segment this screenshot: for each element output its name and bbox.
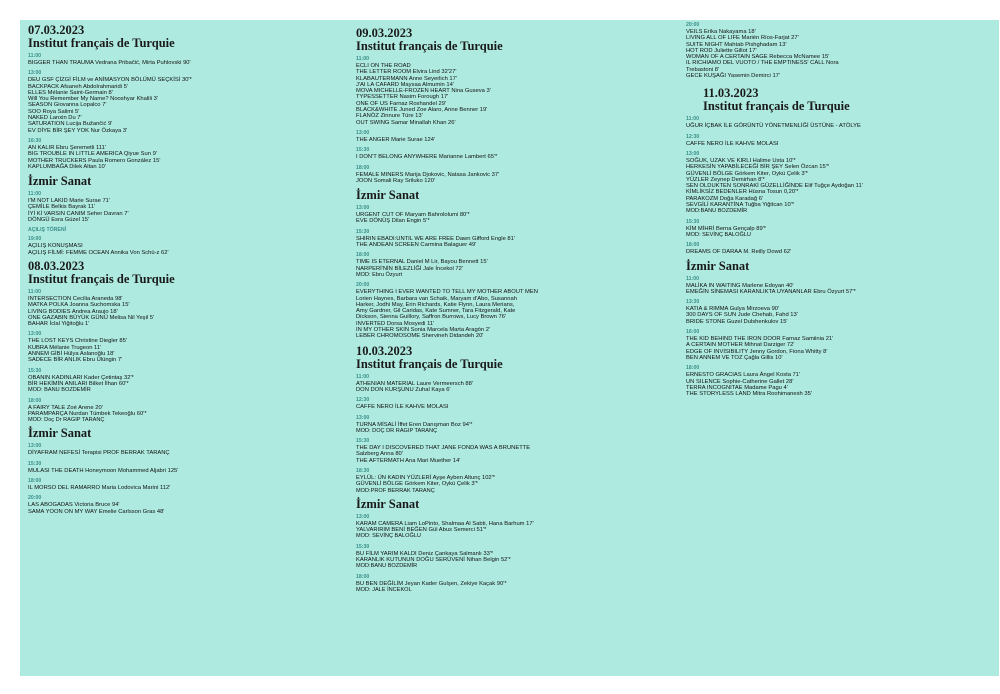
film-entry: LAS ABOGADAS Victoria Bruce 94'	[28, 502, 120, 509]
session-time: 12:30	[686, 133, 700, 140]
session-time: 11:00	[28, 53, 41, 59]
film-entry: I DON'T BELONG ANYWHERE Marianne Lambert 65'*	[356, 154, 498, 161]
session	[28, 138, 350, 170]
film-entry: THE KID BEHIND THE IRON DOOR Farnaz Samiinia 21'	[686, 336, 834, 343]
session	[28, 461, 350, 474]
session	[28, 236, 350, 256]
venue-heading: İzmir Sanat	[28, 174, 92, 189]
film-entry: GECE KUŞAĞI Yasemin Demirci 17'	[686, 73, 780, 80]
film-entry: GÜVENLİ BÖLGE Görkem Kiter, Oykü Çelik 3'*	[686, 170, 808, 177]
film-entry: CAFFE NERO İLE KAHVE MOLASI	[356, 404, 449, 411]
film-entry: SATURATION Lucija Bužančić 9'	[28, 121, 113, 128]
film-entry: TERRA INCOGNITAE Madame Pagu 4'	[686, 384, 788, 391]
film-entry: EMEĞİN SİNEMASI KARANLIKTA UYANANLAR Ebru Özyurt 57'*	[686, 288, 856, 295]
session-time: 18:00	[356, 573, 370, 580]
session	[28, 70, 350, 134]
film-entry: SOO Roya Salimi 5'	[28, 108, 80, 115]
film-entry: IN MY OTHER SKIN Sonia Marcela Marta Aragón 2'	[356, 327, 491, 334]
session-time: 18:00	[28, 477, 42, 484]
session	[28, 443, 350, 456]
session	[356, 205, 686, 225]
film-entry: YALVARIRIM BENİ BEĞEN Gül Abus Semerci 51'*	[356, 527, 487, 534]
film-entry: EV DİYE BİR ŞEY YOK Nur Özkaya 3'	[28, 127, 128, 134]
film-entry: A FAIRY TALE Zoé Arene 20'	[28, 404, 103, 411]
moderator: MOD: BANU BOZDEMİR	[28, 387, 91, 394]
moderator: MOD: JALE İNCEKOL	[356, 586, 412, 593]
film-entry: THE LETTER ROOM Elvira Lind 32'27'	[356, 69, 457, 76]
film-entry: SEVGİLİ KARANTİNA Tuğba Yiğitcan 10'*	[686, 202, 795, 209]
session-time: 13:00	[356, 414, 370, 421]
film-entry: AÇILIŞ KONUŞMASI	[28, 243, 83, 250]
film-entry: SOĞUK, UZAK VE KIRLI Halime Usta 10'*	[686, 157, 796, 164]
venue-heading: İzmir Sanat	[356, 188, 420, 203]
session	[356, 574, 686, 594]
film-entry: UN SILENCE Sophie-Catherine Gallet 28'	[686, 378, 794, 385]
session-time: 13:00	[28, 443, 42, 450]
session-time: 15:30	[28, 367, 42, 374]
session-time: 18:00	[28, 397, 42, 404]
film-entry: VEILS Erika Nakayama 18'	[686, 29, 756, 35]
film-entry: EYLÜL: ÜN KADIN YÜZLERİ Ayşe Ayben Altunç 102'*	[356, 474, 496, 481]
film-entry: AÇILIŞ FİLMİ: FEMME OCEAN Annika Von Schü-z 62'	[28, 249, 169, 256]
film-entry: Lorien Haynes, Barbara van Schaik, Maryam d'Abo, Susannah	[356, 295, 517, 302]
session-time: 11:00	[686, 116, 699, 123]
film-entry: ÇEMİLE Belkis Bayrak 11'	[28, 204, 96, 211]
session-time: 20:00	[686, 22, 700, 28]
venue-heading: Institut français de Turquie	[28, 271, 175, 286]
date-heading: 07.03.2023	[28, 23, 85, 37]
film-entry: Trebastoni 8'	[686, 66, 720, 73]
venue-heading: İzmir Sanat	[686, 258, 750, 273]
film-entry: AN KALIR Ebru Şeremetli 111'	[28, 144, 106, 151]
film-entry: ONE OF US Farnaz Roshandel 29'	[356, 100, 447, 107]
opening-ceremony-label: AÇILIŞ TÖRENİ	[28, 227, 67, 234]
film-entry: MOTHER TRUCKERS Paula Romero González 15'	[28, 157, 161, 164]
film-entry: LIVING BODIES Andrea Araujo 18'	[28, 308, 118, 315]
film-entry: LIVING ALL OF LIFE Marién Ríos-Farjat 27'	[686, 35, 799, 42]
film-entry: HERKESİN YAPABİLECEĞİ BİR ŞEY Selen Özcan 15'*	[686, 164, 830, 171]
session	[28, 368, 350, 394]
film-entry: KARANLIK KUTUNUN DOĞU SERÜVENİ Nihan Belgin 52'*	[356, 557, 511, 564]
film-entry: WOMAN OF A CERTAIN SAGE Rebecca McNamee 15'	[686, 54, 830, 61]
session-time: 18:00	[686, 365, 700, 372]
film-entry: PARAKOZM Doğa Karadağ 6'	[686, 195, 764, 202]
moderator: MOD: SEVİNÇ BALOĞLU	[356, 533, 421, 540]
film-entry: A CERTAIN MOTHER Mihnat Darziger 72'	[686, 342, 795, 349]
session	[686, 242, 998, 255]
venue-heading: Institut français de Turquie	[356, 39, 503, 53]
session	[356, 165, 686, 185]
film-entry: FEMALE MINERS Marija Djokovic, Natasa Jankovic 37'	[356, 171, 500, 178]
film-entry: NARPERİ'NİN BİLEZLİĞİ Jale İncekol 72'	[356, 265, 463, 272]
film-entry: BLACK&WHITE Juned Zoe Alaro, Anne Benner 19'	[356, 107, 488, 114]
session-time: 16:00	[686, 329, 700, 336]
film-entry: BEN ANNEM VE TOZ Çağla Gillis 10'	[686, 354, 783, 361]
film-entry: IL RICHIAMO DEL VUOTO / THE EMPTINESS' CALL Nora	[686, 60, 839, 67]
film-entry: SEASON Giovanna Lopalco 7'	[28, 102, 107, 109]
film-entry: OBANIN KADINLARI Kader Çetintaş 32'*	[28, 374, 134, 381]
session-time: 13:00	[28, 70, 42, 77]
moderator: MOD: SEVİNÇ BALOĞLU	[686, 231, 751, 238]
session-time: 16:30	[28, 137, 42, 144]
session	[28, 398, 350, 424]
session	[686, 22, 998, 79]
film-entry: KATIA & RIMMA Gulya Mirzoeva 90'	[686, 306, 780, 313]
session	[356, 544, 686, 570]
venue-heading: İzmir Sanat	[28, 426, 92, 441]
moderator: MOD: Ebru Özyurt	[356, 271, 403, 278]
film-entry: SADECE BİR ANLIK Ebru Ülüngin 7'	[28, 357, 123, 364]
film-entry: IL MORSO DEL RAMARRO Maria Lodovica Marini 112'	[28, 484, 171, 491]
film-entry: LEBER CHROMOSOME Shervineh Didandeh 20'	[356, 333, 484, 340]
session	[356, 252, 686, 278]
venue-heading: Institut français de Turquie	[28, 36, 175, 50]
session-time: 11:00	[28, 288, 41, 295]
session-time: 11:00	[686, 275, 699, 282]
film-entry: THE AFTERMATH Ana Mari Muether 14'	[356, 457, 461, 464]
session	[686, 329, 998, 361]
film-entry: FLANÖZ Zinnure Türe 13'	[356, 113, 423, 120]
session-time: 15:30	[356, 147, 370, 154]
session	[356, 147, 686, 160]
session	[356, 374, 686, 394]
film-entry: BU BEN DEĞİLİM Jeyan Kader Gulşen, Zekiye Kaçak 90'*	[356, 580, 507, 587]
session-time: 11:00	[356, 56, 369, 62]
moderator: MOD: Doç Dr RAGIP TARANÇ	[28, 417, 105, 424]
session-time: 18:00	[686, 242, 700, 249]
session	[686, 116, 998, 129]
session	[356, 282, 686, 339]
session	[356, 415, 686, 435]
film-entry: PARAMPARÇA Nurdan Tümbek Tekeoğlu 60'*	[28, 410, 147, 417]
session	[356, 468, 686, 494]
session-time: 18:30	[356, 467, 370, 474]
venue-heading: İzmir Sanat	[356, 496, 420, 511]
film-entry: BİR HEKİMİN ANILARI Bilket İlhan 60'*	[28, 380, 129, 387]
session	[686, 299, 998, 325]
film-entry: Amy Gardner, Gil Caridas, Kate Sumner, Tara Fitzgerald, Kate	[356, 308, 516, 315]
moderator: MOD:BANU BOZDEMİR	[356, 563, 418, 570]
film-entry: BACKPACK Afsaneh Abdolrahmaridi 5'	[28, 83, 128, 90]
session-time: 13:00	[356, 205, 370, 212]
film-entry: YÜZLER Zeynep Demirhan 8'*	[686, 176, 765, 183]
film-entry: UĞUR İÇBAK İLE GÖRÜNTÜ YÖNETMENLİĞİ ÜSTÜNE - ATÖLYE	[686, 123, 861, 130]
film-entry: J'AI LA CAFARD Maysaa Almumin 14'	[356, 81, 454, 88]
moderator: MOD:PROF BERRAK TARANÇ	[356, 487, 435, 494]
film-entry: DÖNGÜ Esra Güzel 15'	[28, 217, 90, 224]
session-time: 18:00	[356, 252, 370, 259]
session	[686, 134, 998, 147]
film-entry: MATKA POLKA Joanna Suchomska 15'	[28, 302, 130, 309]
date-heading: 08.03.2023	[28, 258, 85, 273]
film-entry: THE LOST KEYS Christine Diegler 85'	[28, 338, 127, 345]
film-entry: Salzberg Anna 80'	[356, 451, 403, 458]
column-3	[686, 20, 998, 401]
session	[356, 438, 686, 464]
film-entry: DİYAFRAM NEFESİ Terapisi PROF BERRAK TARANÇ	[28, 450, 170, 457]
film-entry: MULASI THE DEATH Honeymoon Mohammed Aljabri 125'	[28, 467, 179, 474]
film-entry: BRIDE STONE Guzel Dulshenkulov 15'	[686, 318, 788, 325]
film-entry: Harker, Jodhi May, Erin Richards, Katie Flynn, Laura Merians,	[356, 301, 515, 308]
film-entry: DEU GSF ÇİZGİ FİLM ve ANİMASYON BÖLÜMÜ SEÇKİSİ 30'*	[28, 77, 192, 84]
film-entry: BIGGER THAN TRAUMA Vedrana Pribačić, Mirta Puhlovski 90'	[28, 60, 191, 66]
column-1	[28, 20, 350, 519]
film-entry: İYİ Kİ VARSIN CANIM Seher Davran 7'	[28, 210, 129, 217]
session-time: 13:30	[686, 299, 700, 306]
session	[28, 53, 350, 66]
session	[686, 219, 998, 239]
session	[686, 151, 998, 215]
session-time: 15:30	[28, 460, 42, 467]
film-entry: 300 DAYS OF SUN Jude Chehab, Fahd 13'	[686, 312, 798, 319]
film-entry: DON DON KURŞUNU Zuhal Kaya 6'	[356, 386, 451, 393]
film-entry: BAHAR İclal Yiğitoğlu 1'	[28, 321, 90, 328]
film-entry: THE ANGER Marie Surae 124'	[356, 136, 436, 143]
film-entry: INTERSECTION Cecilia Araneda 98'	[28, 295, 123, 302]
film-entry: KLABAUTERMANN Anne Seyerlich 17'	[356, 75, 457, 82]
session	[28, 289, 350, 327]
film-entry: MOVA MICHELLE-FROZEN HEART Nina Guseva 3'	[356, 88, 491, 95]
film-entry: Dickson, Sienna Guillory, Saffron Burrows, Lucy Brown 76'	[356, 314, 507, 321]
film-entry: ATHENIAN MATERIAL Laure Vermeersch 88'	[356, 380, 473, 387]
film-entry: JOON Somali Ray Sriluko 120'	[356, 177, 436, 184]
film-entry: TYPESSETTER Nasim Forough 17'	[356, 94, 449, 101]
session-time: 11:00	[28, 191, 41, 198]
venue-heading: Institut français de Turquie	[703, 99, 850, 114]
film-entry: MALİKA IN WAITING Marlene Edoyan 40'	[686, 282, 794, 289]
film-entry: ANNEM GİBİ Hülya Aslanoğlu 18'	[28, 351, 115, 358]
film-entry: KAPLUMBAĞA Dilek Altan 10'	[28, 163, 106, 170]
film-entry: BIG TROUBLE IN LITTLE AMERICA Qiyue Sun 9'	[28, 151, 157, 158]
film-entry: THE DAY I DISCOVERED THAT JANE FONDA WAS A BRUNETTE	[356, 445, 531, 452]
film-entry: EVERYTHING I EVER WANTED TO TELL MY MOTHER ABOUT MEN	[356, 289, 538, 296]
session	[686, 365, 998, 397]
film-entry: Will You Remember My Name? Nooshyar Khalili 3'	[28, 96, 158, 103]
session-time: 19:00	[28, 236, 42, 243]
film-entry: EVE DÖNÜŞ Dilan Engin 5'*	[356, 218, 430, 225]
program-sheet	[20, 20, 999, 676]
session	[356, 397, 686, 410]
session-time: 20:00	[28, 495, 42, 502]
session-time: 13:00	[356, 513, 370, 520]
column-2	[356, 20, 686, 597]
session	[356, 130, 686, 143]
film-entry: I'M NOT LAKID Marie Surae 71'	[28, 198, 111, 205]
session	[356, 229, 686, 249]
film-entry: KİM MİHRİ Berna Gençalp 89'*	[686, 225, 767, 232]
film-entry: GÜVENLİ BÖLGE Görkem Kiter, Oykü Çelik 3'*	[356, 481, 478, 488]
session-time: 20:00	[356, 282, 370, 289]
session	[28, 478, 350, 491]
film-entry: OUT SWING Samar Minallah Khan 26'	[356, 119, 456, 126]
film-entry: NAKED Lanxin Du 7'	[28, 115, 82, 122]
session-time: 12:30	[356, 397, 370, 404]
session	[356, 514, 686, 540]
session-time: 15:30	[686, 218, 700, 225]
session	[28, 495, 350, 515]
film-entry: SEN OLDUKTEN SONRAKİ GÜZELLİĞİNDE Elif Tuğçe Aydoğan 11'	[686, 183, 863, 190]
film-entry: SUITE NIGHT Mahtab Pishghadam 13'	[686, 41, 787, 48]
moderator: MOD: DOÇ DR RAGIP TARANÇ	[356, 427, 438, 434]
session-time: 11:00	[356, 373, 369, 380]
venue-heading: Institut français de Turquie	[356, 356, 503, 371]
film-entry: URGENT CUT OF Maryam Bahrololumi 80'*	[356, 212, 470, 219]
session-time: 15:30	[356, 228, 370, 235]
film-entry: SHIRIN EBADI:UNTIL WE ARE FREE Dawn Gifford Engle 81'	[356, 235, 515, 242]
session	[356, 56, 686, 126]
film-entry: ECLI ON THE ROAD	[356, 63, 411, 69]
session	[28, 331, 350, 363]
session-time: 13:00	[28, 331, 42, 338]
film-entry: HOT ROD Juliette Gillot 17'	[686, 47, 757, 54]
film-entry: DREAMS OF DARAA M. Reilly Dowd 62'	[686, 249, 792, 256]
film-entry: THE ANDEAN SCREEN Carmina Balaguer 49'	[356, 242, 477, 249]
film-entry: TURNA MİSALİ İffet Eren Danışman Boz 94'*	[356, 421, 473, 428]
date-heading: 10.03.2023	[356, 343, 413, 358]
film-entry: KUBRA Mélanie Trugeon 11'	[28, 344, 102, 351]
session	[28, 191, 350, 223]
film-entry: THE STORYLESS LAND Mitra Roohimanesh 35'	[686, 391, 812, 398]
date-heading: 09.03.2023	[356, 26, 413, 40]
film-entry: CAFFE NERO İLE KAHVE MOLASI	[686, 140, 779, 147]
session-time: 18:00	[356, 164, 370, 171]
film-entry: ELLES Mélanie Saint-Germain 8'	[28, 89, 113, 96]
film-entry: EDGE OF INVISIBILITY Jenny Gordon, Fiona Whitty 8'	[686, 348, 828, 355]
session-time: 13:00	[686, 150, 700, 157]
session-time: 13:00	[356, 129, 370, 136]
date-heading: 11.03.2023	[703, 86, 759, 101]
film-entry: KİMLİKSİZ BEDENLER Hüsna Tosun 0,20'*	[686, 189, 799, 196]
moderator: MOD:BANU BOZDEMİR	[686, 208, 748, 215]
film-entry: KARAM CAMERA Liam LoPinto, Shalmaa Al Sabti, Hana Barhum 17'	[356, 520, 534, 527]
film-entry: INVERTED Dorsa Mosyedi 11'	[356, 320, 435, 327]
film-entry: ONE GAZABIN BÜYÜK GÜNÜ Melisa Nil Yeşil 5'	[28, 314, 155, 321]
film-entry: TIME IS ETERNAL Daniel M Lir, Bayou Bennett 15'	[356, 259, 488, 266]
session	[686, 276, 998, 296]
film-entry: SAMA YOON ON MY WAY Emelie Carlsson Gras 48'	[28, 508, 165, 515]
session-time: 15:30	[356, 438, 370, 445]
session-time: 15:30	[356, 543, 370, 550]
film-entry: ERNESTO GRACIAS Laura Ángel Kosta 71'	[686, 372, 801, 379]
film-entry: BU FİLM YARIM KALDI Deniz Çankaya Salmanlı 33'*	[356, 550, 494, 557]
